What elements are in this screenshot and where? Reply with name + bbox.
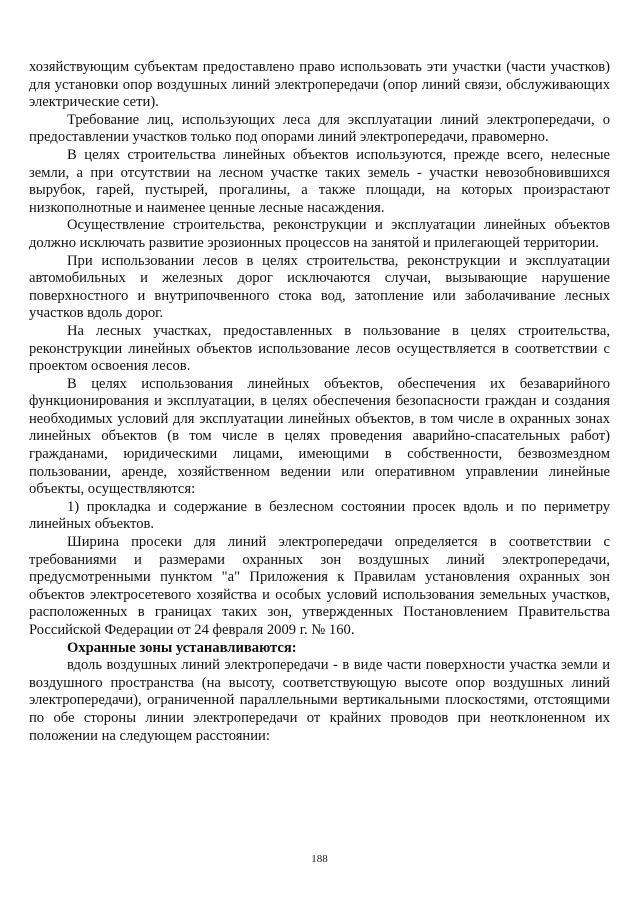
document-page bbox=[29, 59, 610, 745]
paragraph-requirement: Требование лиц, использующих леса для эксплуатации линий электропередачи, о предоставлении участков только под опорами линий электропередачи, правомерно. bbox=[29, 111, 610, 146]
paragraph-clearing-item: 1) прокладка и содержание в безлесном состоянии просек вдоль и по периметру линейных объектов. bbox=[29, 498, 610, 533]
section-heading: Охранные зоны устанавливаются: bbox=[67, 639, 297, 656]
paragraph-roads: При использовании лесов в целях строительства, реконструкции и эксплуатации автомобильных и железных дорог исключаются случаи, вызывающие нарушение поверхностного и внутрипочвенного стока вод, затопление или заболачивание лесных участков вдоль дорог. bbox=[29, 252, 610, 322]
paragraph-erosion: Осуществление строительства, реконструкции и эксплуатации линейных объектов должно исключать развитие эрозионных процессов на занятой и прилегающей территории. bbox=[29, 217, 610, 251]
paragraph-land-use: В целях строительства линейных объектов используются, прежде всего, нелесные земли, а при отсутствии на лесном участке таких земель - участки невозобновившихся вырубок, гарей, пустырей, прогалины, а также площади, на которых произрастают низкополнотные и наименее ценные лесные насаждения. bbox=[29, 146, 610, 216]
paragraph-continuation: хозяйствующим субъектам предоставлено право использовать эти участки (части участков) для установки опор воздушных линий электропередачи (опор линий связи, обслуживающих электрические сети). bbox=[29, 59, 610, 111]
page-number: 188 bbox=[311, 853, 328, 865]
paragraph-clearing-width: Ширина просеки для линий электропередачи определяется в соответствии с требованиями и размерами охранных зон воздушных линий электропередачи, предусмотренными пунктом "а" Приложения к Правилам установления охранных зон объектов электросетевого хозяйства и особых условий использования земельных участков, расположенных в границах таких зон, утвержденных Постановлением Правительства Российской Федерации от 24 февраля 2009 г. № 160. bbox=[29, 534, 610, 638]
paragraph-forest-plots: На лесных участках, предоставленных в пользование в целях строительства, реконструкции линейных объектов использование лесов осуществляется в соответствии с проектом освоения лесов. bbox=[29, 322, 610, 375]
paragraph-protection-zones: вдоль воздушных линий электропередачи - в виде части поверхности участка земли и воздушного пространства (на высоту, соответствующую высоте опор воздушных линий электропередачи), ограниченной параллельными вертикальными плоскостями, отстоящими по обе стороны линии электропередачи от крайних проводов при неотклоненном их положении на следующем расстоянии: bbox=[29, 657, 610, 744]
paragraph-linear-objects: В целях использования линейных объектов, обеспечения их безаварийного функционирования и эксплуатации, в целях обеспечения безопасности граждан и создания необходимых условий для эксплуатации линейных объектов, в том числе в охранных зонах линейных объектов (в том числе в целях проведения аварийно-спасательных работ) гражданами, юридическими лицами, имеющими в собственности, безвозмездном пользовании, аренде, хозяйственном ведении или оперативном управлении линейные объекты, осуществляются: bbox=[29, 375, 610, 498]
